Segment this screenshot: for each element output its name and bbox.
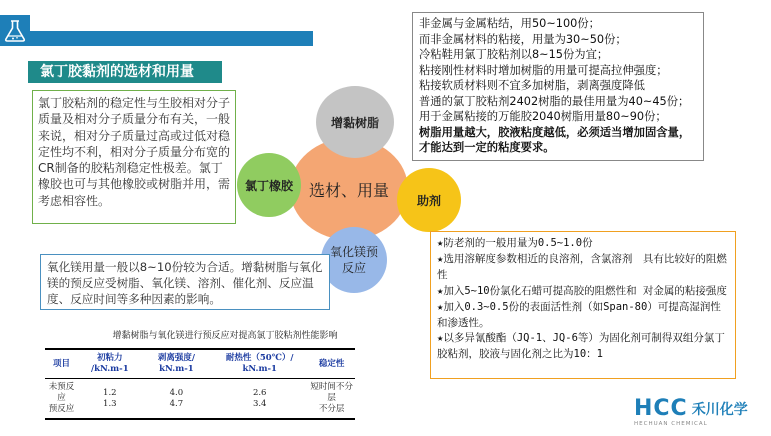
table-cell: 1.2 1.3 — [78, 379, 141, 420]
resin-line: 用于金属粘接的万能胶2040树脂用量80~90份； — [419, 110, 667, 123]
company-logo — [634, 396, 764, 430]
diagram-additive-circle: 助剂 — [397, 168, 461, 232]
section-title: 氯丁胶黏剂的选材和用量 — [28, 61, 222, 83]
resin-line: 而非金属材料的粘接，用量为30~50份； — [419, 32, 627, 46]
table-header: 稳定性 — [308, 349, 355, 379]
table-cell: 4.0 4.7 — [142, 379, 212, 420]
additive-line: ★防老剂的一般用量为0.5~1.0份 — [437, 237, 593, 249]
diagram-center-circle: 选材、用量 — [290, 138, 408, 240]
flask-icon — [0, 15, 30, 46]
table-header: 初粘力 /kN.m-1 — [78, 349, 141, 379]
additive-line: ★以多异氰酸酯（JQ-1、JQ-6等）为固化剂可制得双组分氯丁胶粘剂，胶液与固化剂之比为10：1 — [437, 332, 725, 361]
additive-line: ★选用溶解度参数相近的良溶剂，含氯溶剂 具有比较好的阻燃性 — [437, 252, 727, 281]
additive-text-box — [430, 231, 736, 379]
table-title: 增黏树脂与氧化镁进行预反应对提高氯丁胶粘剂性能影响 — [112, 331, 338, 341]
diagram-mgo-label: 氧化镁预反应 — [330, 245, 379, 275]
diagram-tackifier-circle: 增黏树脂 — [316, 86, 394, 158]
table-cell: 2.6 3.4 — [211, 379, 308, 420]
table-row — [45, 379, 355, 420]
resin-line: 冷粘鞋用氯丁胶粘剂以8~15份为宜； — [419, 48, 609, 61]
logo-name: 禾川化学 — [691, 401, 748, 418]
resin-line: 非金属与金属粘结，用50~100份； — [419, 17, 600, 30]
table-header: 耐热性（50℃）/ kN.m-1 — [211, 349, 308, 379]
diagram-cr-circle: 氯丁橡胶 — [237, 153, 301, 217]
resin-usage-text-box — [412, 12, 704, 161]
header-icon-box — [0, 15, 30, 46]
table-cell: 短时间不分层 不分层 — [308, 379, 355, 420]
resin-line: 普通的氯丁胶粘剂2402树脂的最佳用量为40~45份； — [419, 94, 690, 108]
cr-rubber-text-box: 氯丁胶粘剂的稳定性与生胶相对分子质量及相对分子质量分布有关，一般来说，相对分子质量过高或过低对稳定性均不利，相对分子质量分布宽的CR制备的胶粘剂稳定性极差。氯丁橡胶也可与其他橡胶或树脂并用，需考虑相容性。 — [32, 90, 236, 224]
additive-line: ★加入5~10份氯化石蜡可提高胶的阻燃性和 对金属的粘接强度 — [437, 284, 727, 297]
table-header: 项目 — [45, 349, 78, 379]
resin-line: 粘接刚性材料时增加树脂的用量可提高拉伸强度； — [419, 63, 668, 77]
table-header: 剥离强度/ kN.m-1 — [142, 349, 212, 379]
table-cell: 未预反应 预反应 — [45, 379, 78, 420]
diagram-mgo-circle — [321, 227, 387, 293]
resin-bold-note: 树脂用量越大，胶液粘度越低，必须适当增加固含量，才能达到一定的粘度要求。 — [419, 125, 691, 154]
mgo-text-box: 氧化镁用量一般以8~10份较为合适。增黏树脂与氧化镁的预反应受树脂、氧化镁、溶剂、催化剂、反应温度、反应时间等多种因素的影响。 — [40, 254, 330, 310]
header-bar — [30, 31, 313, 46]
additive-line: ★加入0.3~0.5份的表面活性剂（如Span-80）可提高湿润性和渗透性。 — [437, 300, 721, 329]
logo-english: HECHUAN CHEMICAL — [634, 421, 708, 427]
logo-mark: HCC — [634, 396, 688, 421]
results-table — [45, 348, 355, 420]
resin-line: 粘接软质材料则不宜多加树脂，剥离强度降低 — [419, 79, 645, 92]
